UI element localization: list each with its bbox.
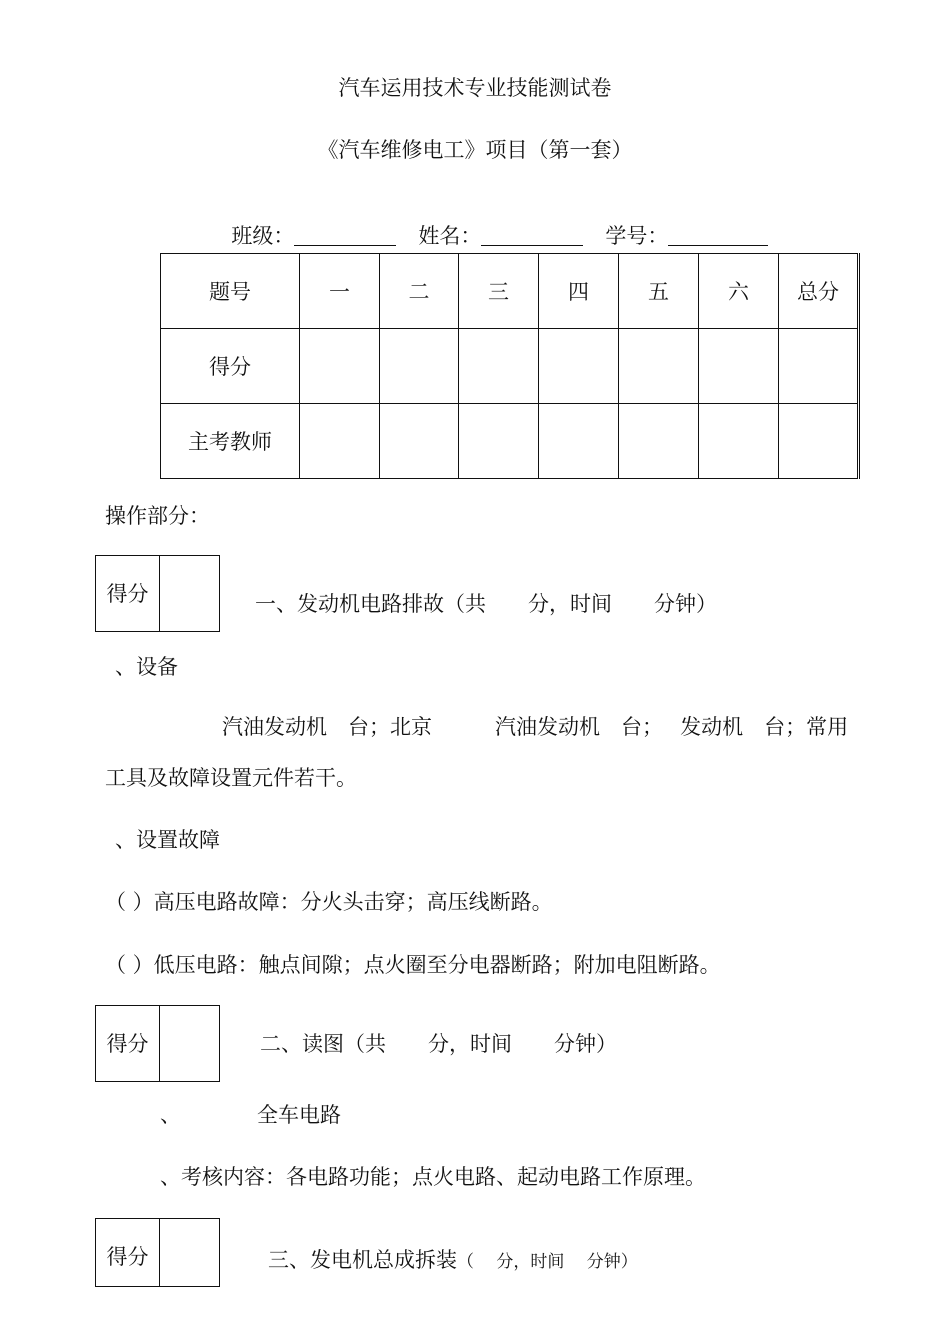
score-box-value[interactable] [160, 556, 219, 631]
student-id-label: 学号： [605, 224, 669, 248]
score-cell[interactable] [619, 329, 699, 404]
score-box-label: 得分 [96, 556, 160, 631]
score-box-q3 [95, 1218, 220, 1287]
q2-item1-prefix: 、 [160, 1103, 181, 1127]
exam-subtitle: 《汽车维修电工》项目（第一套） [317, 138, 633, 162]
score-box-label: 得分 [96, 1006, 160, 1081]
name-field[interactable] [481, 223, 583, 246]
exam-title: 汽车运用技术专业技能测试卷 [338, 76, 612, 100]
examiner-cell[interactable] [300, 404, 380, 479]
student-info-row [218, 202, 768, 247]
q1-equipment-heading: 、设备 [115, 655, 178, 679]
q1-equipment-line2: 工具及故障设置元件若干。 [105, 766, 357, 790]
examiner-cell[interactable] [699, 404, 779, 479]
q2-heading: 二、读图（共 分，时间 分钟） [260, 1032, 617, 1056]
score-box-value[interactable] [160, 1219, 219, 1286]
score-cell[interactable] [779, 329, 859, 404]
q1-fault-heading: 、设置故障 [115, 828, 220, 852]
section-title: 操作部分： [105, 504, 210, 528]
name-label: 姓名： [418, 224, 482, 248]
row-label: 主考教师 [161, 404, 300, 479]
table-header-cell: 二 [380, 254, 459, 329]
score-cell[interactable] [380, 329, 459, 404]
score-box-q2 [95, 1005, 220, 1082]
score-table-header-row [161, 254, 859, 329]
q1-fault-item: （ ）高压电路故障：分火头击穿；高压线断路。 [105, 890, 553, 914]
q2-item2: 、考核内容：各电路功能；点火电路、起动电路工作原理。 [160, 1165, 706, 1189]
examiner-cell[interactable] [459, 404, 539, 479]
score-box-label: 得分 [96, 1219, 160, 1286]
q3-heading-time: （ 分，时间 分钟） [457, 1252, 638, 1272]
score-table-row [161, 404, 859, 479]
score-cell[interactable] [539, 329, 619, 404]
score-cell[interactable] [300, 329, 380, 404]
score-table-row [161, 329, 859, 404]
table-header-cell: 总分 [779, 254, 859, 329]
score-table [160, 253, 860, 479]
score-cell[interactable] [459, 329, 539, 404]
table-header-cell: 三 [459, 254, 539, 329]
score-box-q1 [95, 555, 220, 632]
table-header-cell: 一 [300, 254, 380, 329]
student-id-field[interactable] [668, 223, 768, 246]
table-header-cell: 五 [619, 254, 699, 329]
examiner-cell[interactable] [779, 404, 859, 479]
q1-equipment-line1: 汽油发动机 台；北京 汽油发动机 台； 发动机 台；常用 [222, 715, 849, 739]
q3-heading-text: 三、发电机总成拆装 [268, 1248, 457, 1272]
table-header-cell: 题号 [161, 254, 300, 329]
score-box-value[interactable] [160, 1006, 219, 1081]
score-cell[interactable] [699, 329, 779, 404]
table-header-cell: 六 [699, 254, 779, 329]
examiner-cell[interactable] [619, 404, 699, 479]
table-header-cell: 四 [539, 254, 619, 329]
class-label: 班级： [231, 224, 295, 248]
q2-item1-text: 全车电路 [257, 1103, 341, 1127]
row-label: 得分 [161, 329, 300, 404]
class-field[interactable] [294, 223, 396, 246]
q3-heading [268, 1250, 638, 1271]
q1-fault-item: （ ）低压电路：触点间隙；点火圈至分电器断路；附加电阻断路。 [105, 953, 721, 977]
q1-heading: 一、发动机电路排故（共 分，时间 分钟） [255, 592, 717, 616]
examiner-cell[interactable] [539, 404, 619, 479]
examiner-cell[interactable] [380, 404, 459, 479]
